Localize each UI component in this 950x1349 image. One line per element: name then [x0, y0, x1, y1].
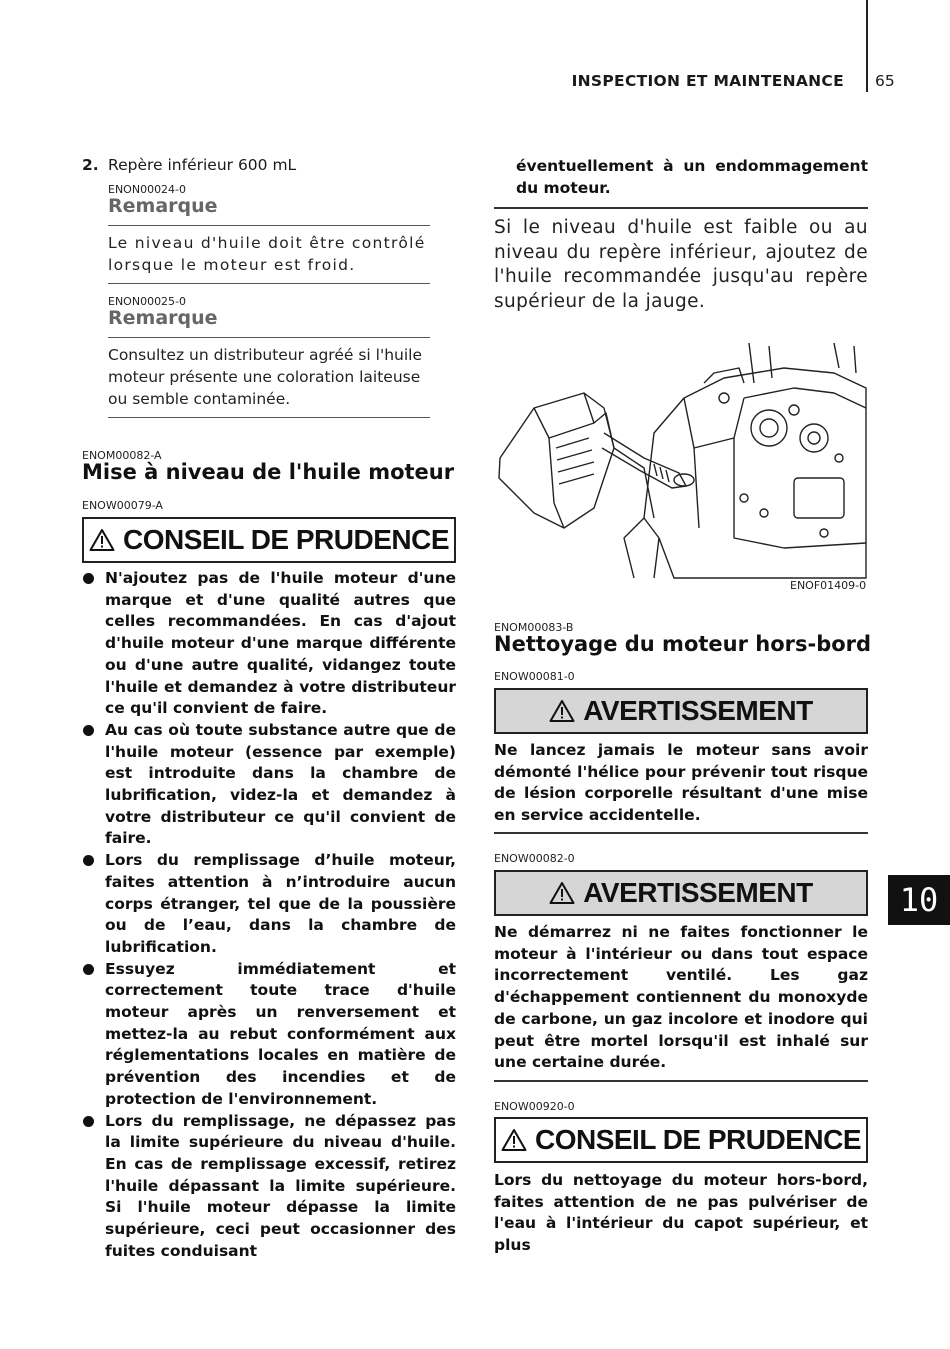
warning-text: Ne lancez jamais le moteur sans avoir démonté l'hélice pour prévenir tout risque de lésion corporelle résultant d'une mise en service accidentelle.	[494, 741, 868, 825]
caution-banner	[494, 1117, 868, 1163]
caution-label: CONSEIL DE PRUDENCE	[122, 524, 450, 555]
warning-text: Ne démarrez ni ne faites fonctionner le moteur à l'intérieur ou dans tout espace incorrectement ventilé. Les gaz d'échappement contiennent du monoxyde de carbone, un gaz incolore et inodore qui peut être mortel lorsqu'il est inhalé sur une certaine durée.	[494, 923, 868, 1072]
warning-code: ENOW00082-0	[494, 852, 575, 865]
list-item	[82, 1111, 456, 1263]
warning-banner	[494, 870, 868, 916]
caution-code: ENOW00920-0	[494, 1100, 575, 1113]
section-title: Nettoyage du moteur hors-bord	[494, 632, 872, 656]
warning-triangle-icon	[549, 881, 575, 905]
list-item-2	[82, 156, 297, 174]
note-divider	[108, 283, 430, 284]
note-title: Remarque	[108, 307, 218, 329]
bullet-text: Lors du remplissage d’huile moteur, faites attention à n’introduire aucun corps étranger, tel que de la poussière ou de l’eau, dans la chambre de lubrification.	[105, 851, 456, 956]
caution-end-divider	[494, 207, 868, 209]
caution-code: ENOW00079-A	[82, 499, 163, 512]
note-divider	[108, 337, 430, 338]
warning-divider	[494, 1080, 868, 1082]
list-number: 2.	[82, 156, 99, 174]
note-text-content: Le niveau d'huile doit être contrôlé lorsque le moteur est froid.	[108, 234, 426, 274]
note-code: ENON00025-0	[108, 295, 187, 308]
bullet-text: Au cas où toute substance autre que de l'huile moteur (essence par exemple) est introduite dans la chambre de lubrification, videz-la et demandez à votre distributeur ce qu'il convient de faire.	[105, 720, 456, 848]
running-header: INSPECTION ET MAINTENANCE	[571, 72, 844, 90]
caution-banner	[82, 517, 456, 563]
note-code: ENON00024-0	[108, 183, 187, 196]
engine-oil-fill-illustration	[494, 338, 868, 586]
warning-banner	[494, 688, 868, 734]
continuation-text: éventuellement à un endommagement du moteur.	[516, 157, 868, 197]
section-title: Mise à niveau de l'huile moteur	[82, 460, 455, 484]
bullet-dot-icon	[83, 1116, 94, 1127]
warning-label: AVERTISSEMENT	[583, 877, 813, 908]
caution-bullet-list	[82, 568, 456, 1263]
bullet-dot-icon	[83, 573, 94, 584]
note-text	[108, 232, 430, 276]
list-item	[82, 959, 456, 1111]
bullet-dot-icon	[83, 725, 94, 736]
note-text: Consultez un distributeur agréé si l'huile moteur présente une coloration laiteuse ou semble contaminée.	[108, 346, 423, 408]
list-text: Repère inférieur 600 mL	[108, 156, 297, 174]
chapter-tab: 10	[888, 875, 950, 925]
oil-instruction-text: Si le niveau d'huile est faible ou au niveau du repère inférieur, ajoutez de l'huile recommandée jusqu'au repère supérieur de la jauge.	[494, 217, 868, 312]
warning-code: ENOW00081-0	[494, 670, 575, 683]
note-divider	[108, 225, 430, 226]
warning-triangle-icon	[549, 699, 575, 723]
warning-label: AVERTISSEMENT	[583, 695, 813, 726]
bullet-dot-icon	[83, 964, 94, 975]
header-divider	[866, 0, 868, 92]
warning-triangle-icon	[501, 1128, 527, 1152]
figure-code: ENOF01409-0	[790, 579, 867, 592]
note-title: Remarque	[108, 195, 218, 217]
bullet-dot-icon	[83, 855, 94, 866]
bullet-text: Lors du remplissage, ne dépassez pas la limite supérieure du niveau d'huile. En cas de remplissage excessif, retirez l'huile dépassant la limite supérieure. Si l'huile moteur dépasse la limite supérieure, ceci peut occasionner des fuites conduisant	[105, 1111, 456, 1260]
warning-divider	[494, 832, 868, 834]
list-item	[82, 568, 456, 720]
bullet-text: Essuyez immédiatement et correctement toute trace d'huile moteur après un renversement et mettez-la au rebut conformément aux réglementations locales en matière de prévention des incendies et de protection de l'environnement.	[105, 959, 456, 1108]
section-code: ENOM00083-B	[494, 621, 574, 634]
list-item	[82, 850, 456, 959]
section-code: ENOM00082-A	[82, 449, 162, 462]
list-item	[82, 720, 456, 850]
warning-triangle-icon	[89, 528, 115, 552]
caution-label: CONSEIL DE PRUDENCE	[534, 1124, 862, 1155]
bullet-text: N'ajoutez pas de l'huile moteur d'une marque et d'une qualité autres que celles recommandées. En cas d'ajout d'huile moteur d'une marque différente ou d'une autre qualité, vidangez toute l'huile et demandez à votre distributeur ce qu'il convient de faire.	[105, 569, 456, 718]
caution-text: Lors du nettoyage du moteur hors-bord, faites attention de ne pas pulvériser de l'eau à l'intérieur du capot supérieur, et plus	[494, 1171, 868, 1255]
note-divider	[108, 417, 430, 418]
page-number: 65	[875, 72, 895, 90]
